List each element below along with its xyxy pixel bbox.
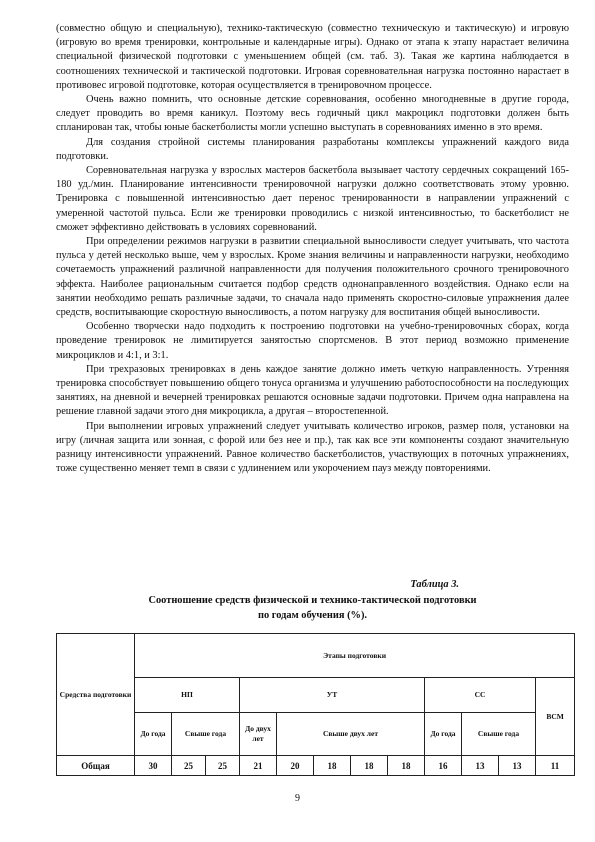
paragraph: При определении режимов нагрузки в развитии специальной выносливости следует учитывать, что частота пульса у детей несколько выше, чем у взрослых. Кроме знания величины и направленности нагрузки, необходимо сочетаемость упражнений различной направленности для получения положительного срочного тренировочного эффекта. Наиболее рациональным считается подбор средств однонаправленного воздействия. Однако если на занятии необходимо решать различные задачи, то сначала надо применять скоростно-силовые упражнения далее средств, воспитывающие скоростную выносливость, а потом нагрузку для воспитания общей выносливости. (56, 236, 569, 319)
header-ut-up-to-two-years: До двух лет (240, 713, 277, 756)
paragraph: Для создания стройной системы планирования разработаны комплексы упражнений каждого вида подготовки. (56, 136, 569, 162)
header-ss-over-year: Свыше года (462, 713, 536, 756)
table-title-line-1: Соотношение средств физической и технико-тактической подготовки (148, 595, 477, 606)
table-cell: 25 (206, 756, 240, 776)
table-cell: 18 (314, 756, 351, 776)
header-ut: УТ (240, 678, 425, 713)
header-np: НП (135, 678, 240, 713)
header-np-over-year: Свыше года (172, 713, 240, 756)
table-cell: 20 (277, 756, 314, 776)
table-cell: 25 (172, 756, 206, 776)
header-np-up-to-year: До года (135, 713, 172, 756)
table-cell: 21 (240, 756, 277, 776)
table-cell: 16 (425, 756, 462, 776)
paragraph: При выполнении игровых упражнений следует учитывать количество игроков, размер поля, установки на игру (личная защита или зонная, с форой или без нее и пр.), так как все эти компоненты создают значительную разницу интенсивности упражнений. Равное количество баскетболистов, участвующих в поточных упражнениях, тоже существенно меняет темп в связи с удлинением или укорочением пауз между повторениями. (56, 420, 569, 475)
header-stages: Этапы подготовки (135, 634, 575, 678)
body-text (56, 22, 569, 477)
header-means: Средства подготовки (57, 634, 135, 756)
paragraph: При трехразовых тренировках в день каждое занятие должно иметь четкую направленность. Утренняя тренировка способствует повышению общего тонуса организма и улучшению работоспособности на последующих занятиях, на дневной и вечерней тренировках решаются основные задачи подготовки. Причем одна направлена на решение главной задачи этого дня микроцикла, а другая – второстепенной. (56, 363, 569, 418)
paragraph: (совместно общую и специальную), технико-тактическую (совместно техническую и тактическую) и игровую (игровую во время тренировки, контрольные и календарные игры). Однако от этапа к этапу нарастает величина специальной физической подготовки с уменьшением общей (см. таб. 3). Такая же картина наблюдается в соотношениях технической и тактической подготовки. Игровая соревновательная нагрузка постоянно нарастает в противовес игровой подготовке, которая осуществляется в тренировочном процессе. (56, 23, 569, 91)
paragraph: Особенно творчески надо подходить к построению подготовки на учебно-тренировочных сборах, когда проведение тренировок не лимитируется занятостью спортсменов. В этот период возможно применение микроциклов и 4:1, и 3:1. (56, 321, 569, 361)
table-cell: 11 (536, 756, 575, 776)
header-ss: СС (425, 678, 536, 713)
row-label: Общая (57, 756, 135, 776)
table-cell: 13 (499, 756, 536, 776)
training-means-table (56, 633, 575, 776)
table-label-line (56, 578, 569, 592)
table-title (56, 593, 569, 623)
table-cell: 18 (388, 756, 425, 776)
header-ut-over-two-years: Свыше двух лет (277, 713, 425, 756)
table-label: Таблица 3. (410, 579, 459, 590)
table-cell: 30 (135, 756, 172, 776)
paragraph: Очень важно помнить, что основные детские соревнования, особенно многодневные в другие города, следует проводить во время каникул. Поэтому весь годичный цикл макроцикл подготовки должен быть спланирован так, чтобы юные баскетболисты могли успешно выступать в соревнованиях именно в это время. (56, 94, 569, 134)
page-number: 9 (295, 793, 300, 804)
paragraph: Соревновательная нагрузка у взрослых мастеров баскетбола вызывает частоту сердечных сокращений 165-180 уд./мин. Планирование интенсивности тренировочной нагрузки должно соответствовать этому уровню. Тренировка с повышенной интенсивностью дает перенос тренированности в направлении упражнений с умеренной частотой пульса. Если же тренировки проводились с низкой интенсивностью, то баскетболист не сможет эффективно действовать в условиях соревнований. (56, 165, 569, 233)
table-cell: 18 (351, 756, 388, 776)
table-row (57, 756, 575, 776)
table-title-line-2: по годам обучения (%). (257, 610, 368, 621)
header-vsm: ВСМ (536, 678, 575, 756)
table-cell: 13 (462, 756, 499, 776)
header-ss-up-to-year: До года (425, 713, 462, 756)
